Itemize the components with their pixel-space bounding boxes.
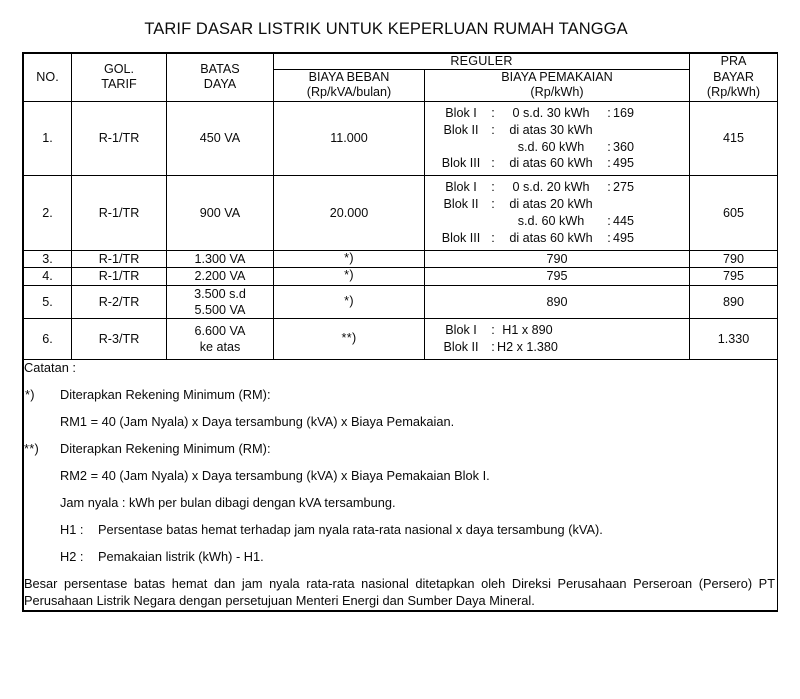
blok-colon: : — [491, 197, 495, 212]
cell-biaya-pemakaian: 795 — [425, 268, 690, 285]
blok-desc: di atas 60 kWh — [509, 156, 593, 171]
blok-colon — [489, 213, 497, 230]
header-biaya-beban — [274, 70, 425, 102]
page-title: TARIF DASAR LISTRIK UNTUK KEPERLUAN RUMAH TANGGA — [144, 20, 628, 38]
blok-desc: H2 x 1.380 — [497, 340, 558, 355]
footnote-marker: *) — [344, 268, 354, 283]
blok-label — [433, 139, 489, 156]
blok-desc: di atas 60 kWh — [509, 230, 593, 245]
cell-biaya-pemakaian: 790 — [425, 250, 690, 267]
table-row — [24, 250, 778, 267]
cell-pra-bayar: 790 — [690, 250, 778, 267]
cell-biaya-pemakaian — [425, 319, 690, 360]
blok-colon: : — [491, 180, 495, 195]
note-text-double-star: Diterapkan Rekening Minimum (RM): — [60, 440, 271, 456]
cell-batas-daya — [167, 319, 274, 360]
header-gol-tarif-line2: TARIF — [101, 77, 137, 92]
cell-biaya-beban: 11.000 — [274, 101, 425, 176]
blok-label: Blok II — [443, 340, 479, 355]
blok-value: 495 — [613, 156, 635, 171]
cell-no: 3. — [24, 250, 72, 267]
footnote-marker: **) — [341, 330, 357, 345]
table-row — [24, 319, 778, 360]
blok-label: Blok III — [441, 230, 481, 245]
blok-list — [433, 322, 558, 356]
blok-colon2: : — [607, 105, 611, 120]
notes-section — [24, 360, 778, 611]
header-pra-bayar-line3: (Rp/kWh) — [706, 85, 761, 100]
cell-batas-daya: 900 VA — [167, 176, 274, 251]
blok-value: 360 — [613, 139, 635, 154]
header-biaya-beban-line1: BIAYA BEBAN — [308, 70, 390, 85]
cell-biaya-beban — [274, 268, 425, 285]
blok-label: Blok I — [445, 180, 477, 195]
cell-batas-daya-line1: 3.500 s.d — [194, 286, 246, 301]
cell-no: 1. — [24, 101, 72, 176]
cell-biaya-pemakaian: 890 — [425, 285, 690, 319]
header-biaya-pemakaian-line1: BIAYA PEMAKAIAN — [501, 70, 613, 85]
header-batas-daya-line2: DAYA — [203, 77, 237, 92]
blok-line — [433, 339, 558, 356]
cell-batas-daya — [167, 285, 274, 319]
cell-batas-daya-line1: 6.600 VA — [194, 323, 246, 338]
cell-gol-tarif: R-1/TR — [72, 101, 167, 176]
blok-desc: 0 s.d. 30 kWh — [512, 105, 590, 120]
blok-line — [433, 122, 634, 139]
header-pra-bayar — [690, 54, 778, 102]
cell-pra-bayar: 890 — [690, 285, 778, 319]
blok-desc: di atas 30 kWh — [509, 122, 593, 137]
blok-label: Blok III — [441, 156, 481, 171]
table-row — [24, 176, 778, 251]
cell-no: 5. — [24, 285, 72, 319]
blok-value — [613, 196, 634, 213]
cell-no: 6. — [24, 319, 72, 360]
cell-biaya-beban — [274, 250, 425, 267]
header-pra-bayar-line1: PRA — [720, 54, 747, 69]
cell-gol-tarif: R-1/TR — [72, 176, 167, 251]
header-pra-bayar-line2: BAYAR — [713, 69, 754, 84]
note-formula-rm2: RM2 = 40 (Jam Nyala) x Daya tersambung (kVA) x Biaya Pemakaian Blok I. — [60, 467, 490, 483]
cell-batas-daya-line2: 5.500 VA — [194, 302, 246, 317]
cell-gol-tarif: R-2/TR — [72, 285, 167, 319]
header-biaya-pemakaian — [425, 70, 690, 102]
cell-batas-daya: 1.300 VA — [167, 250, 274, 267]
header-batas-daya — [167, 54, 274, 102]
cell-pra-bayar: 1.330 — [690, 319, 778, 360]
blok-line — [433, 105, 634, 122]
blok-desc: s.d. 60 kWh — [517, 214, 585, 229]
blok-label: Blok II — [443, 122, 479, 137]
cell-biaya-beban: 20.000 — [274, 176, 425, 251]
blok-desc: s.d. 60 kWh — [517, 139, 585, 154]
cell-no: 4. — [24, 268, 72, 285]
blok-colon: : — [491, 156, 495, 171]
header-gol-tarif-line1: GOL. — [103, 62, 135, 77]
note-item-double-star — [24, 441, 777, 457]
blok-colon2 — [605, 196, 613, 213]
cell-no: 2. — [24, 176, 72, 251]
blok-label — [433, 213, 489, 230]
table-header — [24, 54, 778, 102]
header-biaya-beban-line2: (Rp/kVA/bulan) — [306, 85, 392, 100]
blok-line — [433, 230, 634, 247]
blok-desc: di atas 20 kWh — [509, 197, 593, 212]
tariff-table-container — [22, 52, 778, 612]
blok-colon2: : — [607, 230, 611, 245]
header-gol-tarif — [72, 54, 167, 102]
notes-heading: Catatan : — [24, 360, 76, 376]
table-body — [24, 101, 778, 610]
blok-colon: : — [491, 105, 495, 120]
blok-value: 169 — [613, 105, 635, 120]
notes-row — [24, 360, 778, 611]
cell-biaya-beban — [274, 319, 425, 360]
blok-list — [433, 105, 634, 173]
cell-biaya-beban — [274, 285, 425, 319]
blok-colon2 — [605, 122, 613, 139]
blok-line — [433, 139, 634, 156]
blok-colon: : — [491, 340, 495, 355]
blok-value — [613, 122, 634, 139]
note-marker-single-star: *) — [25, 387, 35, 402]
note-h1-key: H1 : — [60, 521, 84, 537]
note-marker-double-star: **) — [24, 440, 40, 456]
table-row — [24, 268, 778, 285]
blok-value: 495 — [613, 230, 635, 245]
table-row — [24, 101, 778, 176]
note-text-single-star: Diterapkan Rekening Minimum (RM): — [60, 387, 271, 402]
header-biaya-pemakaian-line2: (Rp/kWh) — [530, 85, 584, 100]
cell-batas-daya-line2: ke atas — [199, 340, 241, 355]
note-formula-rm1: RM1 = 40 (Jam Nyala) x Daya tersambung (kVA) x Biaya Pemakaian. — [60, 413, 455, 429]
header-reguler: REGULER — [274, 54, 690, 70]
note-h2-key: H2 : — [60, 548, 84, 564]
note-definition-h1 — [24, 522, 777, 538]
note-h2-text: Pemakaian listrik (kWh) - H1. — [98, 548, 264, 564]
tariff-table — [23, 53, 778, 611]
blok-line — [433, 322, 558, 339]
blok-label: Blok II — [443, 197, 479, 212]
blok-colon: : — [491, 323, 495, 338]
blok-desc: H1 x 890 — [502, 323, 553, 338]
blok-value: 445 — [613, 214, 635, 229]
cell-gol-tarif: R-1/TR — [72, 268, 167, 285]
blok-colon — [489, 139, 497, 156]
blok-label: Blok I — [445, 323, 477, 338]
footnote-marker: *) — [344, 293, 354, 308]
note-item-single-star — [24, 387, 777, 403]
note-definition-h2 — [24, 549, 777, 565]
blok-colon2: : — [607, 180, 611, 195]
cell-gol-tarif: R-3/TR — [72, 319, 167, 360]
blok-list — [433, 179, 634, 247]
header-batas-daya-line1: BATAS — [200, 62, 240, 77]
note-paragraph: Besar persentase batas hemat dan jam nyala rata-rata nasional ditetapkan oleh Direksi Perusahaan Perseroan (Persero) PT Perusahaan Listrik Negara dengan persetujuan Menteri Energi dan Sumber Daya Mineral. — [24, 575, 776, 608]
blok-desc: 0 s.d. 20 kWh — [512, 180, 590, 195]
cell-gol-tarif: R-1/TR — [72, 250, 167, 267]
cell-biaya-pemakaian — [425, 101, 690, 176]
footnote-marker: *) — [344, 250, 354, 265]
blok-colon: : — [491, 122, 495, 137]
blok-colon2: : — [607, 139, 611, 154]
blok-line — [433, 213, 634, 230]
blok-line — [433, 179, 634, 196]
note-h1-text: Persentase batas hemat terhadap jam nyala rata-rata nasional x daya tersambung (kVA). — [98, 521, 603, 537]
cell-pra-bayar: 795 — [690, 268, 778, 285]
cell-pra-bayar: 415 — [690, 101, 778, 176]
blok-line — [433, 196, 634, 213]
cell-batas-daya: 450 VA — [167, 101, 274, 176]
cell-biaya-pemakaian — [425, 176, 690, 251]
table-row — [24, 285, 778, 319]
blok-colon2: : — [607, 214, 611, 229]
note-jam-nyala: Jam nyala : kWh per bulan dibagi dengan kVA tersambung. — [60, 494, 396, 510]
header-no: NO. — [24, 54, 72, 102]
blok-label: Blok I — [445, 105, 477, 120]
header-row-top — [24, 54, 778, 70]
blok-value: 275 — [613, 180, 635, 195]
cell-batas-daya: 2.200 VA — [167, 268, 274, 285]
cell-pra-bayar: 605 — [690, 176, 778, 251]
blok-colon: : — [491, 230, 495, 245]
blok-line — [433, 155, 634, 172]
blok-colon2: : — [607, 156, 611, 171]
